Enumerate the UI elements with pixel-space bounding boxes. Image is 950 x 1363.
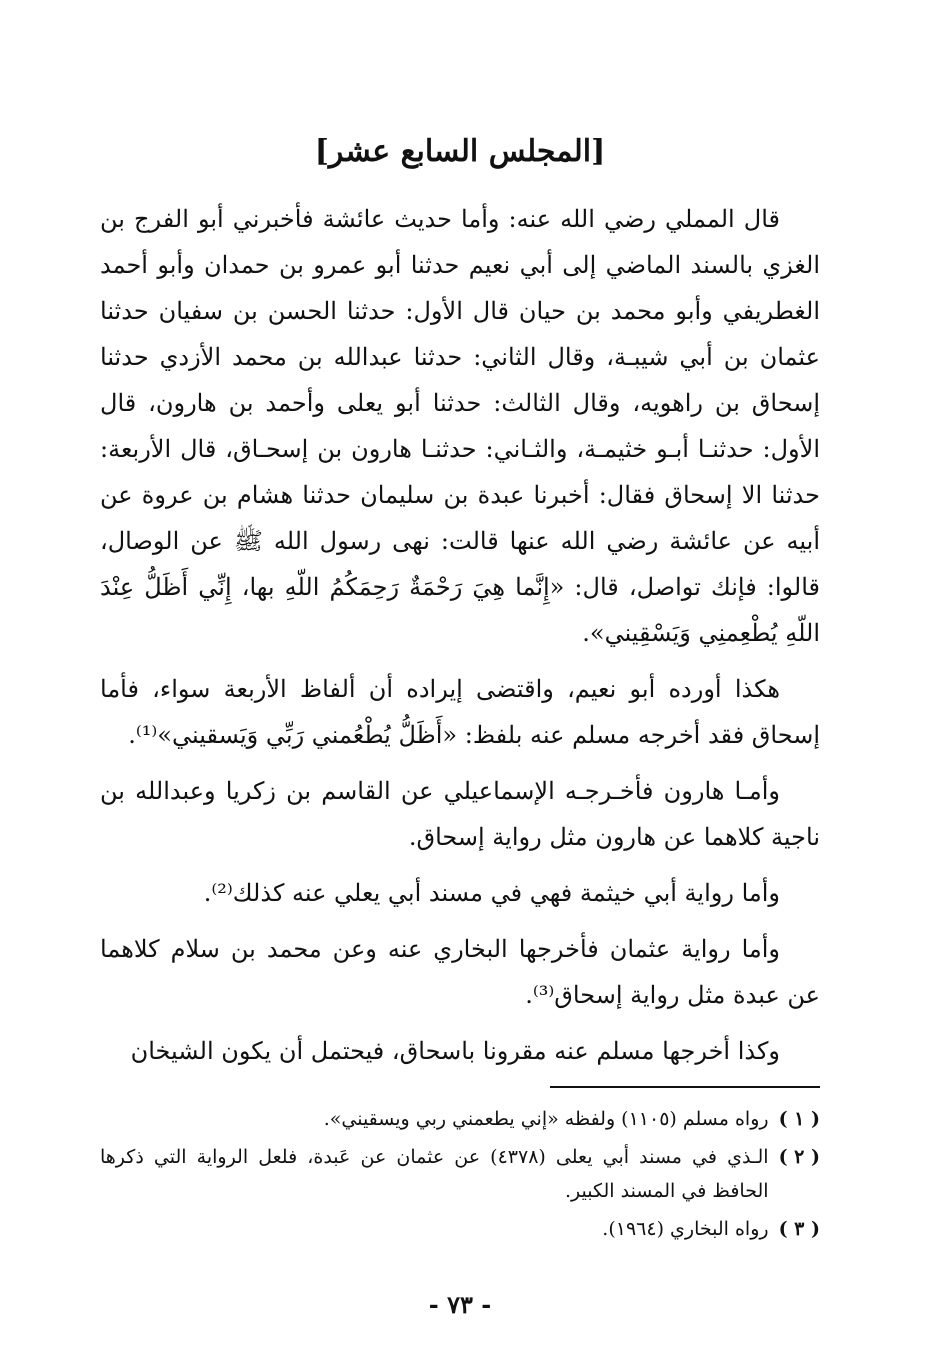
paragraph: وأما رواية عثمان فأخرجها البخاري عنه وعن محمد بن سلام كلاهما عن عبدة مثل رواية إسحاق⁽³⁾. xyxy=(100,935,820,1009)
footnote-text: الـذي في مسند أبي يعلى (٤٣٧٨) عن عثمان عن عَبدة، فلعل الرواية التي ذكرها الحافظ في المسند الكبير. xyxy=(100,1146,769,1202)
footnote-divider xyxy=(550,1086,820,1088)
footnote xyxy=(100,1102,820,1136)
footnote xyxy=(100,1212,820,1246)
paragraph: هكذا أورده أبو نعيم، واقتضى إيراده أن ألفاظ الأربعة سواء، فأما إسحاق فقد أخرجه مسلم عنه بلفظ: «أَظَلُّ يُطْعُمني رَبِّي وَيَسقيني»⁽¹⁾. xyxy=(100,675,820,749)
book-page xyxy=(100,130,820,1330)
footnote xyxy=(100,1140,820,1208)
footnote-text: رواه مسلم (١١٠٥) ولفظه «إني يطعمني ربي ويسقيني». xyxy=(323,1108,769,1130)
paragraph: قال المملي رضي الله عنه: وأما حديث عائشة فأخبرني أبو الفرج بن الغزي بالسند الماضي إلى أبي نعيم حدثنا أبو عمرو بن حمدان وأبو أحمد الغطريفي وأبو محمد بن حيان قال الأول: حدثنا الحسن بن سفيان حدثنا عثمان بن أبي شيبـة، وقال الثاني: حدثنا عبدالله بن محمد الأزدي حدثنا إسحاق بن راهويه، وقال الثالث: حدثنا أبو يعلى وأحمد بن هارون، قال الأول: حدثنـا أبـو خثيمـة، والثـاني: حدثنـا هارون بن إسحـاق، قال الأربعة: حدثنا الا إسحاق فقال: أخبرنا عبدة بن سليمان حدثنا هشام بن عروة عن أبيه عن عائشة رضي الله عنها قالت: نهى رسول الله ﷺ عن الوصال، قالوا: فإنك تواصل، قال: «إِنَّما هِيَ رَحْمَةٌ رَحِمَكُمُ اللّهِ بها، إِنِّي أَظَلُّ عِنْدَ اللّهِ يُطْعِمنِي وَيَسْقِيني». xyxy=(100,205,820,647)
page-number: - ٧٣ - xyxy=(428,1290,492,1319)
paragraph: وكذا أخرجها مسلم عنه مقرونا باسحاق، فيحتمل أن يكون الشيخان xyxy=(130,1037,780,1065)
footnote-text: رواه البخاري (١٩٦٤). xyxy=(602,1218,769,1240)
chapter-title: [المجلس السابع عشر] xyxy=(314,134,606,169)
footnote-number: ( ١ ) xyxy=(778,1108,820,1130)
paragraph: وأما رواية أبي خيثمة فهي في مسند أبي يعلي عنه كذلك⁽²⁾. xyxy=(203,879,780,907)
footnotes xyxy=(100,1102,820,1250)
main-text xyxy=(100,196,820,1074)
paragraph: وأمـا هارون فأخـرجـه الإسماعيلي عن القاسم بن زكريا وعبدالله بن ناجية كلاهما عن هارون مثل رواية إسحاق. xyxy=(100,777,820,851)
footnote-number: ( ٣ ) xyxy=(778,1218,820,1240)
footnote-number: ( ٢ ) xyxy=(778,1146,820,1168)
